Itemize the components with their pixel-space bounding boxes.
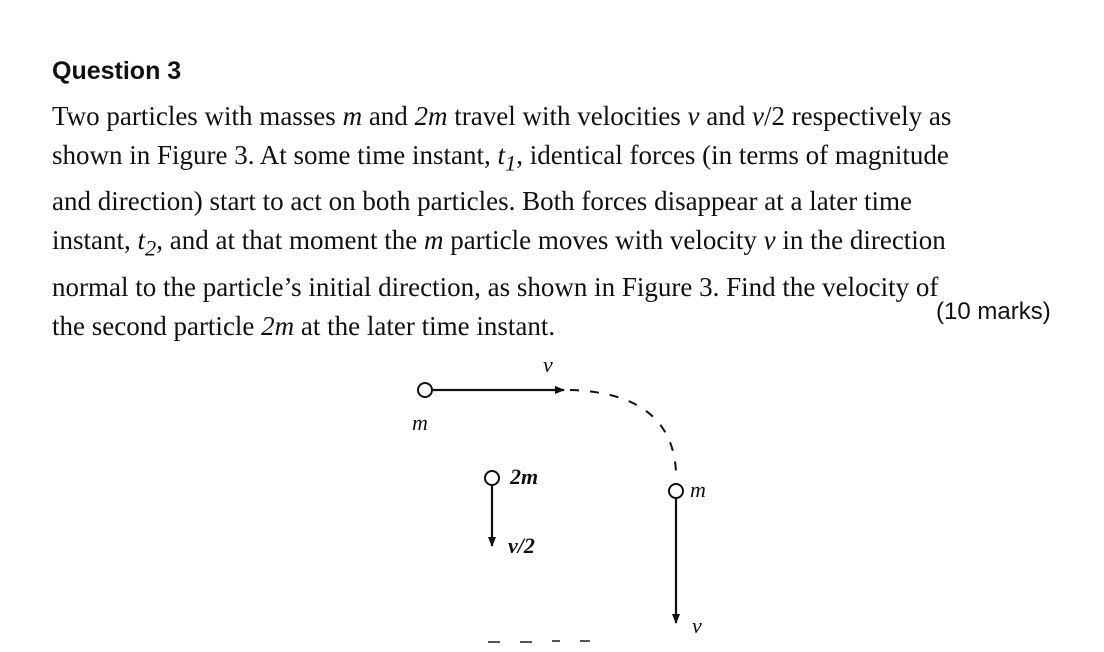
question-line-4: instant, $t_2$, and at that moment the m particle moves with velocity v in the direction <box>52 225 946 261</box>
symbol-m: m <box>342 101 363 131</box>
cropped-caption-fragment <box>488 641 590 642</box>
particle-m-final <box>669 484 683 498</box>
trajectory-dashed-path <box>570 390 676 472</box>
symbol-v: v <box>687 101 700 131</box>
label-v-initial: v <box>543 352 553 377</box>
label-v-final: v <box>692 613 702 638</box>
particle-m-initial <box>418 383 432 397</box>
symbol-t2: $t_2$ <box>137 225 157 261</box>
symbol-v-half: v <box>751 101 764 131</box>
symbol-2m: 2m <box>414 101 448 131</box>
particle-2m <box>485 471 499 485</box>
symbol-t1: $t_1$ <box>497 140 517 176</box>
label-m-final: m <box>690 477 706 502</box>
marks-label: (10 marks) <box>936 298 1051 325</box>
question-line-1: Two particles with masses m and 2m travel with velocities v and v/2 respectively as <box>52 101 952 131</box>
label-m-initial: m <box>412 410 428 435</box>
question-line-3: and direction) start to act on both particles. Both forces disappear at a later time <box>52 186 912 217</box>
symbol-2m: 2m <box>261 310 295 341</box>
question-line-6: the second particle 2m at the later time instant. <box>52 310 556 341</box>
symbol-m: m <box>423 225 444 256</box>
question-line-2: shown in Figure 3. At some time instant, $t_1$, identical forces (in terms of magnitude <box>52 140 949 176</box>
question-line-5: normal to the particle’s initial direction, as shown in Figure 3. Find the velocity of <box>52 271 939 302</box>
label-2m: 2m <box>510 464 539 489</box>
label-v-half: v/2 <box>508 533 535 558</box>
question-title: Question 3 <box>52 57 182 85</box>
symbol-v: v <box>763 225 776 256</box>
